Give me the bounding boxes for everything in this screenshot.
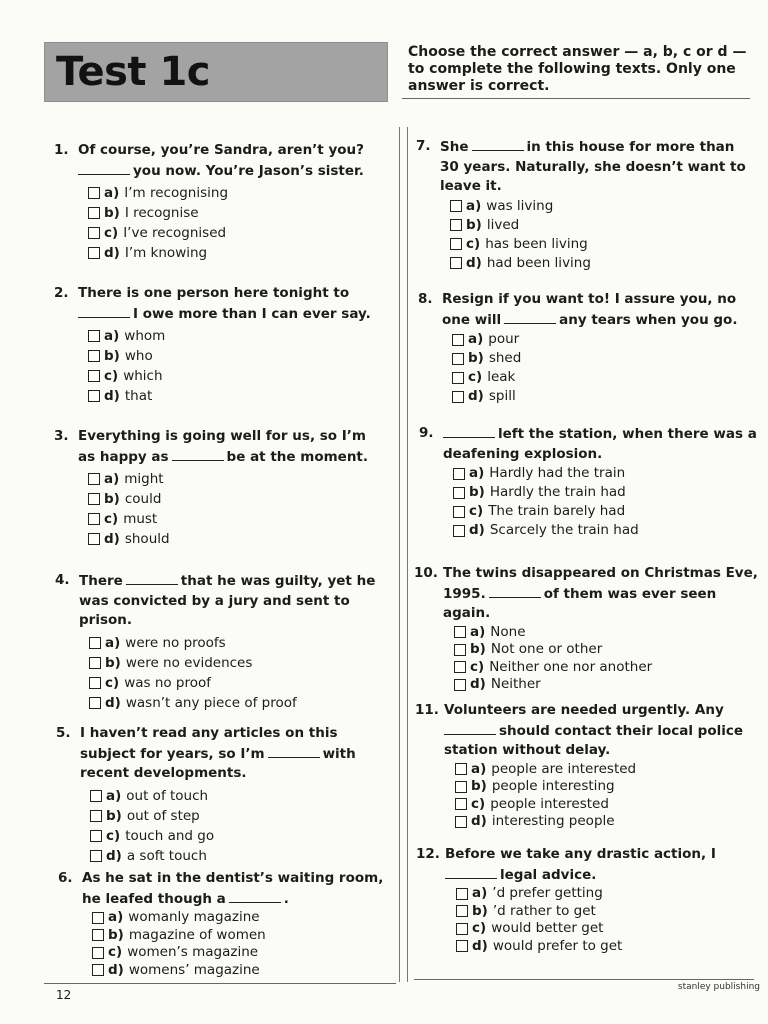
question-number: 2. [54, 285, 69, 301]
checkbox[interactable] [455, 763, 467, 775]
checkbox[interactable] [450, 219, 462, 231]
option-a[interactable]: a) pour [452, 330, 758, 349]
checkbox[interactable] [92, 964, 104, 976]
checkbox[interactable] [455, 816, 467, 828]
instructions: Choose the correct answer — a, b, c or d — to complete the following texts. Only one answer is correct. [408, 44, 747, 94]
question-text-continued: be at the moment. [226, 448, 369, 465]
option-b[interactable]: b) Hardly the train had [453, 483, 759, 502]
option-b[interactable]: b) magazine of women [92, 927, 388, 945]
option-b[interactable]: b) people interesting [455, 778, 759, 796]
question-text: Volunteers are needed urgently. Any [444, 702, 724, 718]
question-text: She [440, 139, 469, 155]
option-a[interactable]: a) might [88, 469, 384, 489]
answer-blank [472, 137, 524, 151]
checkbox[interactable] [88, 187, 100, 199]
option-d[interactable]: d) should [88, 529, 384, 549]
question-12 [416, 845, 760, 955]
checkbox[interactable] [88, 533, 100, 545]
checkbox[interactable] [454, 661, 466, 673]
question-number: 9. [419, 425, 434, 441]
title-banner [44, 42, 388, 102]
question-6 [58, 869, 388, 979]
instructions-divider [402, 98, 750, 99]
option-c[interactable]: c) must [88, 509, 384, 529]
option-c[interactable]: c) women’s magazine [92, 944, 388, 962]
option-d[interactable]: d) interesting people [455, 813, 759, 831]
checkbox[interactable] [456, 905, 468, 917]
question-7 [416, 137, 756, 273]
question-text: As he sat in the dentist’s waiting room, he leafed though a [82, 870, 384, 907]
question-4 [55, 571, 385, 713]
answer-blank [504, 310, 556, 324]
option-b[interactable]: b) were no evidences [89, 653, 385, 673]
checkbox[interactable] [452, 353, 464, 365]
checkbox[interactable] [450, 200, 462, 212]
option-a[interactable]: a) Hardly had the train [453, 464, 759, 483]
question-number: 11. [415, 702, 439, 718]
question-text-continued: any tears when you go. [559, 311, 738, 328]
option-d[interactable]: d) that [88, 386, 384, 406]
question-text: left the station, when there was a deafening explosion. [443, 426, 757, 462]
option-a[interactable]: a) out of touch [90, 786, 386, 806]
checkbox[interactable] [455, 781, 467, 793]
question-text: Resign if you want to! I assure you, no one will [442, 291, 737, 328]
checkbox[interactable] [450, 257, 462, 269]
option-a[interactable]: a) womanly magazine [92, 909, 388, 927]
checkbox[interactable] [454, 679, 466, 691]
question-9 [419, 424, 759, 540]
option-d[interactable]: d) wasn’t any piece of proof [89, 693, 385, 713]
option-c[interactable]: c) which [88, 366, 384, 386]
option-c[interactable]: c) was no proof [89, 673, 385, 693]
option-d[interactable]: d) had been living [450, 254, 756, 273]
column-divider-right [407, 127, 408, 982]
option-b[interactable]: b) shed [452, 349, 758, 368]
option-b[interactable]: b) lived [450, 216, 756, 235]
checkbox[interactable] [450, 238, 462, 250]
option-d[interactable]: d) would prefer to get [456, 938, 760, 956]
question-3 [54, 427, 384, 549]
answer-blank [126, 571, 178, 585]
option-a[interactable]: a) None [454, 624, 758, 642]
answer-blank [229, 889, 281, 903]
question-text: There is one person here tonight to [78, 285, 350, 301]
question-text: There [79, 573, 123, 589]
question-number: 1. [54, 142, 69, 158]
option-d[interactable]: d) Scarcely the train had [453, 521, 759, 540]
question-10 [414, 564, 758, 694]
checkbox[interactable] [89, 677, 101, 689]
option-c[interactable]: c) leak [452, 368, 758, 387]
option-c[interactable]: c) Neither one nor another [454, 659, 758, 677]
question-text: Everything is going well for us, so I’m as happy as [78, 428, 366, 465]
checkbox[interactable] [453, 525, 465, 537]
checkbox[interactable] [92, 929, 104, 941]
option-c[interactable]: c) people interested [455, 796, 759, 814]
option-b[interactable]: b) ’d rather to get [456, 903, 760, 921]
page-title: Test 1c [56, 49, 210, 95]
option-c[interactable]: c) I’ve recognised [88, 223, 384, 243]
answer-blank [443, 424, 495, 438]
option-a[interactable]: a) ’d prefer getting [456, 885, 760, 903]
option-c[interactable]: c) would better get [456, 920, 760, 938]
question-text-continued: in this house for more than 30 years. Naturally, she doesn’t want to leave it. [440, 139, 746, 194]
question-text-continued: should contact their local police station without delay. [444, 722, 744, 758]
question-number: 5. [56, 725, 71, 741]
checkbox[interactable] [454, 644, 466, 656]
option-b[interactable]: b) Not one or other [454, 641, 758, 659]
question-2 [54, 284, 384, 406]
question-number: 6. [58, 870, 73, 886]
question-number: 12. [416, 846, 440, 862]
checkbox[interactable] [456, 940, 468, 952]
publisher-credit: stanley publishing [677, 982, 760, 992]
question-text-continued: I owe more than I can ever say. [133, 305, 371, 322]
page-number: 12 [56, 988, 72, 1002]
question-text: I haven’t read any articles on this subject for years, so I’m [80, 725, 338, 762]
column-divider-left [399, 127, 400, 982]
checkbox[interactable] [88, 207, 100, 219]
question-text-continued: with recent developments. [80, 745, 356, 781]
option-b[interactable]: b) I recognise [88, 203, 384, 223]
footer-divider-left [44, 983, 396, 984]
question-text: The twins disappeared on Christmas Eve, 1995. [443, 565, 758, 602]
checkbox[interactable] [453, 468, 465, 480]
checkbox[interactable] [456, 923, 468, 935]
option-b[interactable]: b) could [88, 489, 384, 509]
question-text-continued: . [283, 890, 289, 907]
answer-blank [172, 447, 224, 461]
checkbox[interactable] [88, 473, 100, 485]
option-c[interactable]: c) has been living [450, 235, 756, 254]
checkbox[interactable] [92, 947, 104, 959]
question-number: 4. [55, 572, 70, 588]
option-d[interactable]: d) womens’ magazine [92, 962, 388, 980]
question-8 [418, 290, 758, 406]
checkbox[interactable] [454, 626, 466, 638]
question-number: 10. [414, 565, 438, 581]
answer-blank [489, 584, 541, 598]
checkbox[interactable] [88, 370, 100, 382]
checkbox[interactable] [455, 798, 467, 810]
option-a[interactable]: a) whom [88, 326, 384, 346]
checkbox[interactable] [90, 810, 102, 822]
option-c[interactable]: c) The train barely had [453, 502, 759, 521]
checkbox[interactable] [456, 888, 468, 900]
checkbox[interactable] [88, 493, 100, 505]
checkbox[interactable] [88, 350, 100, 362]
footer-divider-right [414, 979, 754, 980]
question-text-continued: that he was guilty, yet he was convicted by a jury and sent to prison. [79, 573, 376, 628]
answer-blank [444, 721, 496, 735]
question-1 [54, 141, 384, 263]
checkbox[interactable] [453, 487, 465, 499]
option-a[interactable]: a) people are interested [455, 761, 759, 779]
question-11 [415, 701, 759, 831]
checkbox[interactable] [452, 334, 464, 346]
checkbox[interactable] [90, 830, 102, 842]
question-number: 8. [418, 291, 433, 307]
option-a[interactable]: a) was living [450, 197, 756, 216]
checkbox[interactable] [90, 790, 102, 802]
question-text-continued: you now. You’re Jason’s sister. [133, 162, 364, 179]
checkbox[interactable] [89, 697, 101, 709]
question-text: Before we take any drastic action, I [445, 846, 716, 862]
checkbox[interactable] [452, 391, 464, 403]
option-d[interactable]: d) a soft touch [90, 846, 386, 866]
option-b[interactable]: b) out of step [90, 806, 386, 826]
answer-blank [445, 865, 497, 879]
answer-blank [78, 304, 130, 318]
checkbox[interactable] [453, 506, 465, 518]
checkbox[interactable] [92, 912, 104, 924]
checkbox[interactable] [88, 330, 100, 342]
option-a[interactable]: a) were no proofs [89, 633, 385, 653]
option-d[interactable]: d) Neither [454, 676, 758, 694]
option-c[interactable]: c) touch and go [90, 826, 386, 846]
checkbox[interactable] [88, 227, 100, 239]
question-5 [56, 724, 386, 866]
checkbox[interactable] [90, 850, 102, 862]
checkbox[interactable] [88, 513, 100, 525]
question-text-continued: legal advice. [500, 866, 597, 883]
option-b[interactable]: b) who [88, 346, 384, 366]
question-text-continued: of them was ever seen again. [443, 585, 717, 621]
option-a[interactable]: a) I’m recognising [88, 183, 384, 203]
question-number: 3. [54, 428, 69, 444]
question-number: 7. [416, 138, 431, 154]
checkbox[interactable] [89, 657, 101, 669]
answer-blank [268, 744, 320, 758]
checkbox[interactable] [89, 637, 101, 649]
answer-blank [78, 161, 130, 175]
checkbox[interactable] [452, 372, 464, 384]
checkbox[interactable] [88, 390, 100, 402]
option-d[interactable]: d) I’m knowing [88, 243, 384, 263]
option-d[interactable]: d) spill [452, 387, 758, 406]
checkbox[interactable] [88, 247, 100, 259]
question-text: Of course, you’re Sandra, aren’t you? [78, 142, 364, 158]
